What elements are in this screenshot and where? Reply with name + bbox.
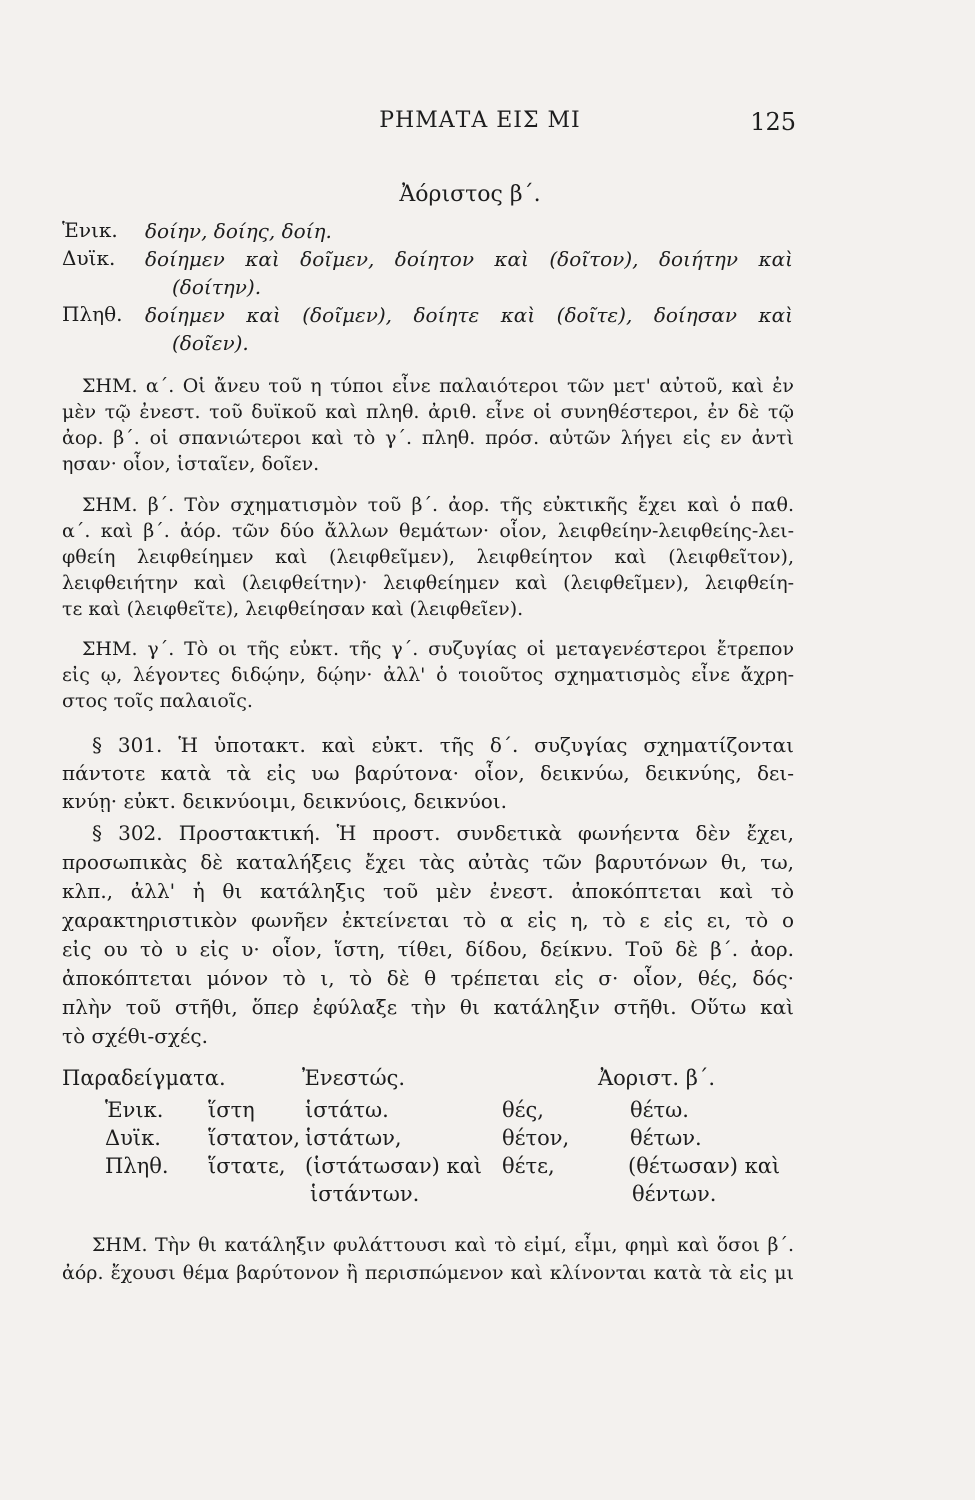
final-note-line-2: ἀόρ. ἔχουσι θέμα βαρύτονον ἢ περισπώμενον καὶ κλίνονται κατὰ τὰ εἰς μι <box>62 1262 794 1284</box>
note-b-line-1: ΣΗΜ. β΄. Τὸν σχηματισμὸν τοῦ β΄. ἀορ. τῆς εὐκτικῆς ἔχει καὶ ὁ παθ. <box>82 494 794 516</box>
paradigm-dual-d: θέτων. <box>630 1126 702 1150</box>
paradigm-label-dual: Δυϊκ. <box>105 1126 161 1150</box>
paradigm-plural-b: (ἱστάτωσαν) καὶ <box>305 1154 482 1178</box>
plural-forms-line-1: δοίημεν καὶ (δοῖμεν), δοίητε καὶ (δοῖτε), δοίησαν καὶ <box>145 303 793 327</box>
note-c-line-2: εἰς ῳ, λέγοντες διδῴην, δῴην· ἀλλ' ὁ τοιοῦτος σχηματισμὸς εἶνε ἄχρη- <box>62 664 794 686</box>
note-a-line-4: ησαν· οἷον, ἱσταῖεν, δοῖεν. <box>62 453 320 475</box>
section-301-line-1: § 301. Ἡ ὑποτακτ. καὶ εὐκτ. τῆς δ΄. συζυγίας σχηματίζονται <box>92 733 794 757</box>
paradigm-heading: Παραδείγματα. <box>62 1066 226 1090</box>
aorist-title: Ἀόριστος β΄. <box>399 182 541 207</box>
paradigm-col-aorist: Ἀοριστ. β΄. <box>598 1066 716 1090</box>
paradigm-dual-b: ἱστάτων, <box>305 1126 402 1150</box>
paradigm-singular-b: ἱστάτω. <box>305 1098 389 1122</box>
section-302-line-8: τὸ σχέθι-σχές. <box>62 1024 208 1048</box>
paradigm-dual-c: θέτον, <box>502 1126 570 1150</box>
paradigm-label-singular: Ἑνικ. <box>105 1098 164 1122</box>
running-title: ΡΗΜΑΤΑ ΕΙΣ ΜΙ <box>379 108 581 133</box>
note-b-line-5: τε καὶ (λειφθεῖτε), λειφθείησαν καὶ (λειφθεῖεν). <box>62 598 524 620</box>
section-302-line-2: προσωπικὰς δὲ καταλήξεις ἔχει τὰς αὐτὰς τῶν βαρυτόνων θι, τω, <box>62 850 794 874</box>
paradigm-plural-d: (θέτωσαν) καὶ <box>628 1154 781 1178</box>
paradigm-singular-c: θές, <box>502 1098 544 1122</box>
label-plural: Πληθ. <box>62 302 123 326</box>
paradigm-plural-b-cont: ἱστάντων. <box>310 1182 420 1206</box>
note-b-line-3: φθείη λειφθείημεν καὶ (λειφθεῖμεν), λειφθείητον καὶ (λειφθεῖτον), <box>62 546 794 568</box>
paradigm-plural-d-cont: θέντων. <box>632 1182 717 1206</box>
label-singular: Ἑνικ. <box>62 218 118 242</box>
note-b-line-4: λειφθειήτην καὶ (λειφθείτην)· λειφθείημεν καὶ (λειφθεῖμεν), λειφθείη- <box>62 572 794 594</box>
paradigm-dual-a: ἵστατον, <box>208 1126 301 1150</box>
paradigm-singular-a: ἵστη <box>208 1098 255 1122</box>
section-302-line-1: § 302. Προστακτική. Ἡ προστ. συνδετικὰ φωνήεντα δὲν ἔχει, <box>92 821 794 845</box>
label-dual: Δυϊκ. <box>62 246 116 270</box>
dual-forms-line-2: (δοίτην). <box>172 275 262 299</box>
note-b-line-2: α΄. καὶ β΄. ἀόρ. τῶν δύο ἄλλων θεμάτων· οἷον, λειφθείην-λειφθείης-λει- <box>62 520 794 542</box>
dual-forms-line-1: δοίημεν καὶ δοῖμεν, δοίητον καὶ (δοῖτον), δοιήτην καὶ <box>145 247 793 271</box>
paradigm-plural-c: θέτε, <box>502 1154 555 1178</box>
section-302-line-4: χαρακτηριστικὸν φωνῆεν ἐκτείνεται τὸ α εἰς η, τὸ ε εἰς ει, τὸ ο <box>62 908 794 932</box>
section-301-line-2: πάντοτε κατὰ τὰ εἰς υω βαρύτονα· οἷον, δεικνύω, δεικνύης, δει- <box>62 761 794 785</box>
page-number: 125 <box>750 108 796 136</box>
plural-forms-line-2: (δοῖεν). <box>172 331 249 355</box>
section-302-line-5: εἰς ου τὸ υ εἰς υ· οἷον, ἵστη, τίθει, δίδου, δείκνυ. Τοῦ δὲ β΄. ἀορ. <box>62 937 794 961</box>
note-a-line-3: ἀορ. β΄. οἱ σπανιώτεροι καὶ τὸ γ΄. πληθ. πρόσ. αὐτῶν λήγει εἰς εν ἀντὶ <box>62 427 794 449</box>
section-302-line-6: ἀποκόπτεται μόνον τὸ ι, τὸ δὲ θ τρέπεται εἰς σ· οἷον, θές, δός· <box>62 966 794 990</box>
note-a-line-1: ΣΗΜ. α΄. Οἱ ἄνευ τοῦ η τύποι εἶνε παλαιότεροι τῶν μετ' αὐτοῦ, καὶ ἐν <box>82 375 794 397</box>
note-a-line-2: μὲν τῷ ἐνεστ. τοῦ δυϊκοῦ καὶ πληθ. ἀριθ. εἶνε οἱ συνηθέστεροι, ἐν δὲ τῷ <box>62 401 794 423</box>
section-302-line-7: πλὴν τοῦ στῆθι, ὅπερ ἐφύλαξε τὴν θι κατάληξιν στῆθι. Οὕτω καὶ <box>62 995 794 1019</box>
singular-forms: δοίην, δοίης, δοίη. <box>145 219 332 243</box>
section-301-line-3: κνύῃ· εὐκτ. δεικνύοιμι, δεικνύοις, δεικνύοι. <box>62 789 507 813</box>
section-302-line-3: κλπ., ἀλλ' ἡ θι κατάληξις τοῦ μὲν ἐνεστ. ἀποκόπτεται καὶ τὸ <box>62 879 794 903</box>
note-c-line-3: στος τοῖς παλαιοῖς. <box>62 690 253 712</box>
note-c-line-1: ΣΗΜ. γ΄. Τὸ οι τῆς εὐκτ. τῆς γ΄. συζυγίας οἱ μεταγενέστεροι ἔτρεπον <box>82 638 794 660</box>
paradigm-label-plural: Πληθ. <box>105 1154 169 1178</box>
final-note-line-1: ΣΗΜ. Τὴν θι κατάληξιν φυλάττουσι καὶ τὸ εἰμί, εἶμι, φημὶ καὶ ὅσοι β΄. <box>92 1234 794 1256</box>
paradigm-plural-a: ἵστατε, <box>208 1154 286 1178</box>
paradigm-col-present: Ἐνεστώς. <box>302 1066 406 1090</box>
paradigm-singular-d: θέτω. <box>630 1098 689 1122</box>
